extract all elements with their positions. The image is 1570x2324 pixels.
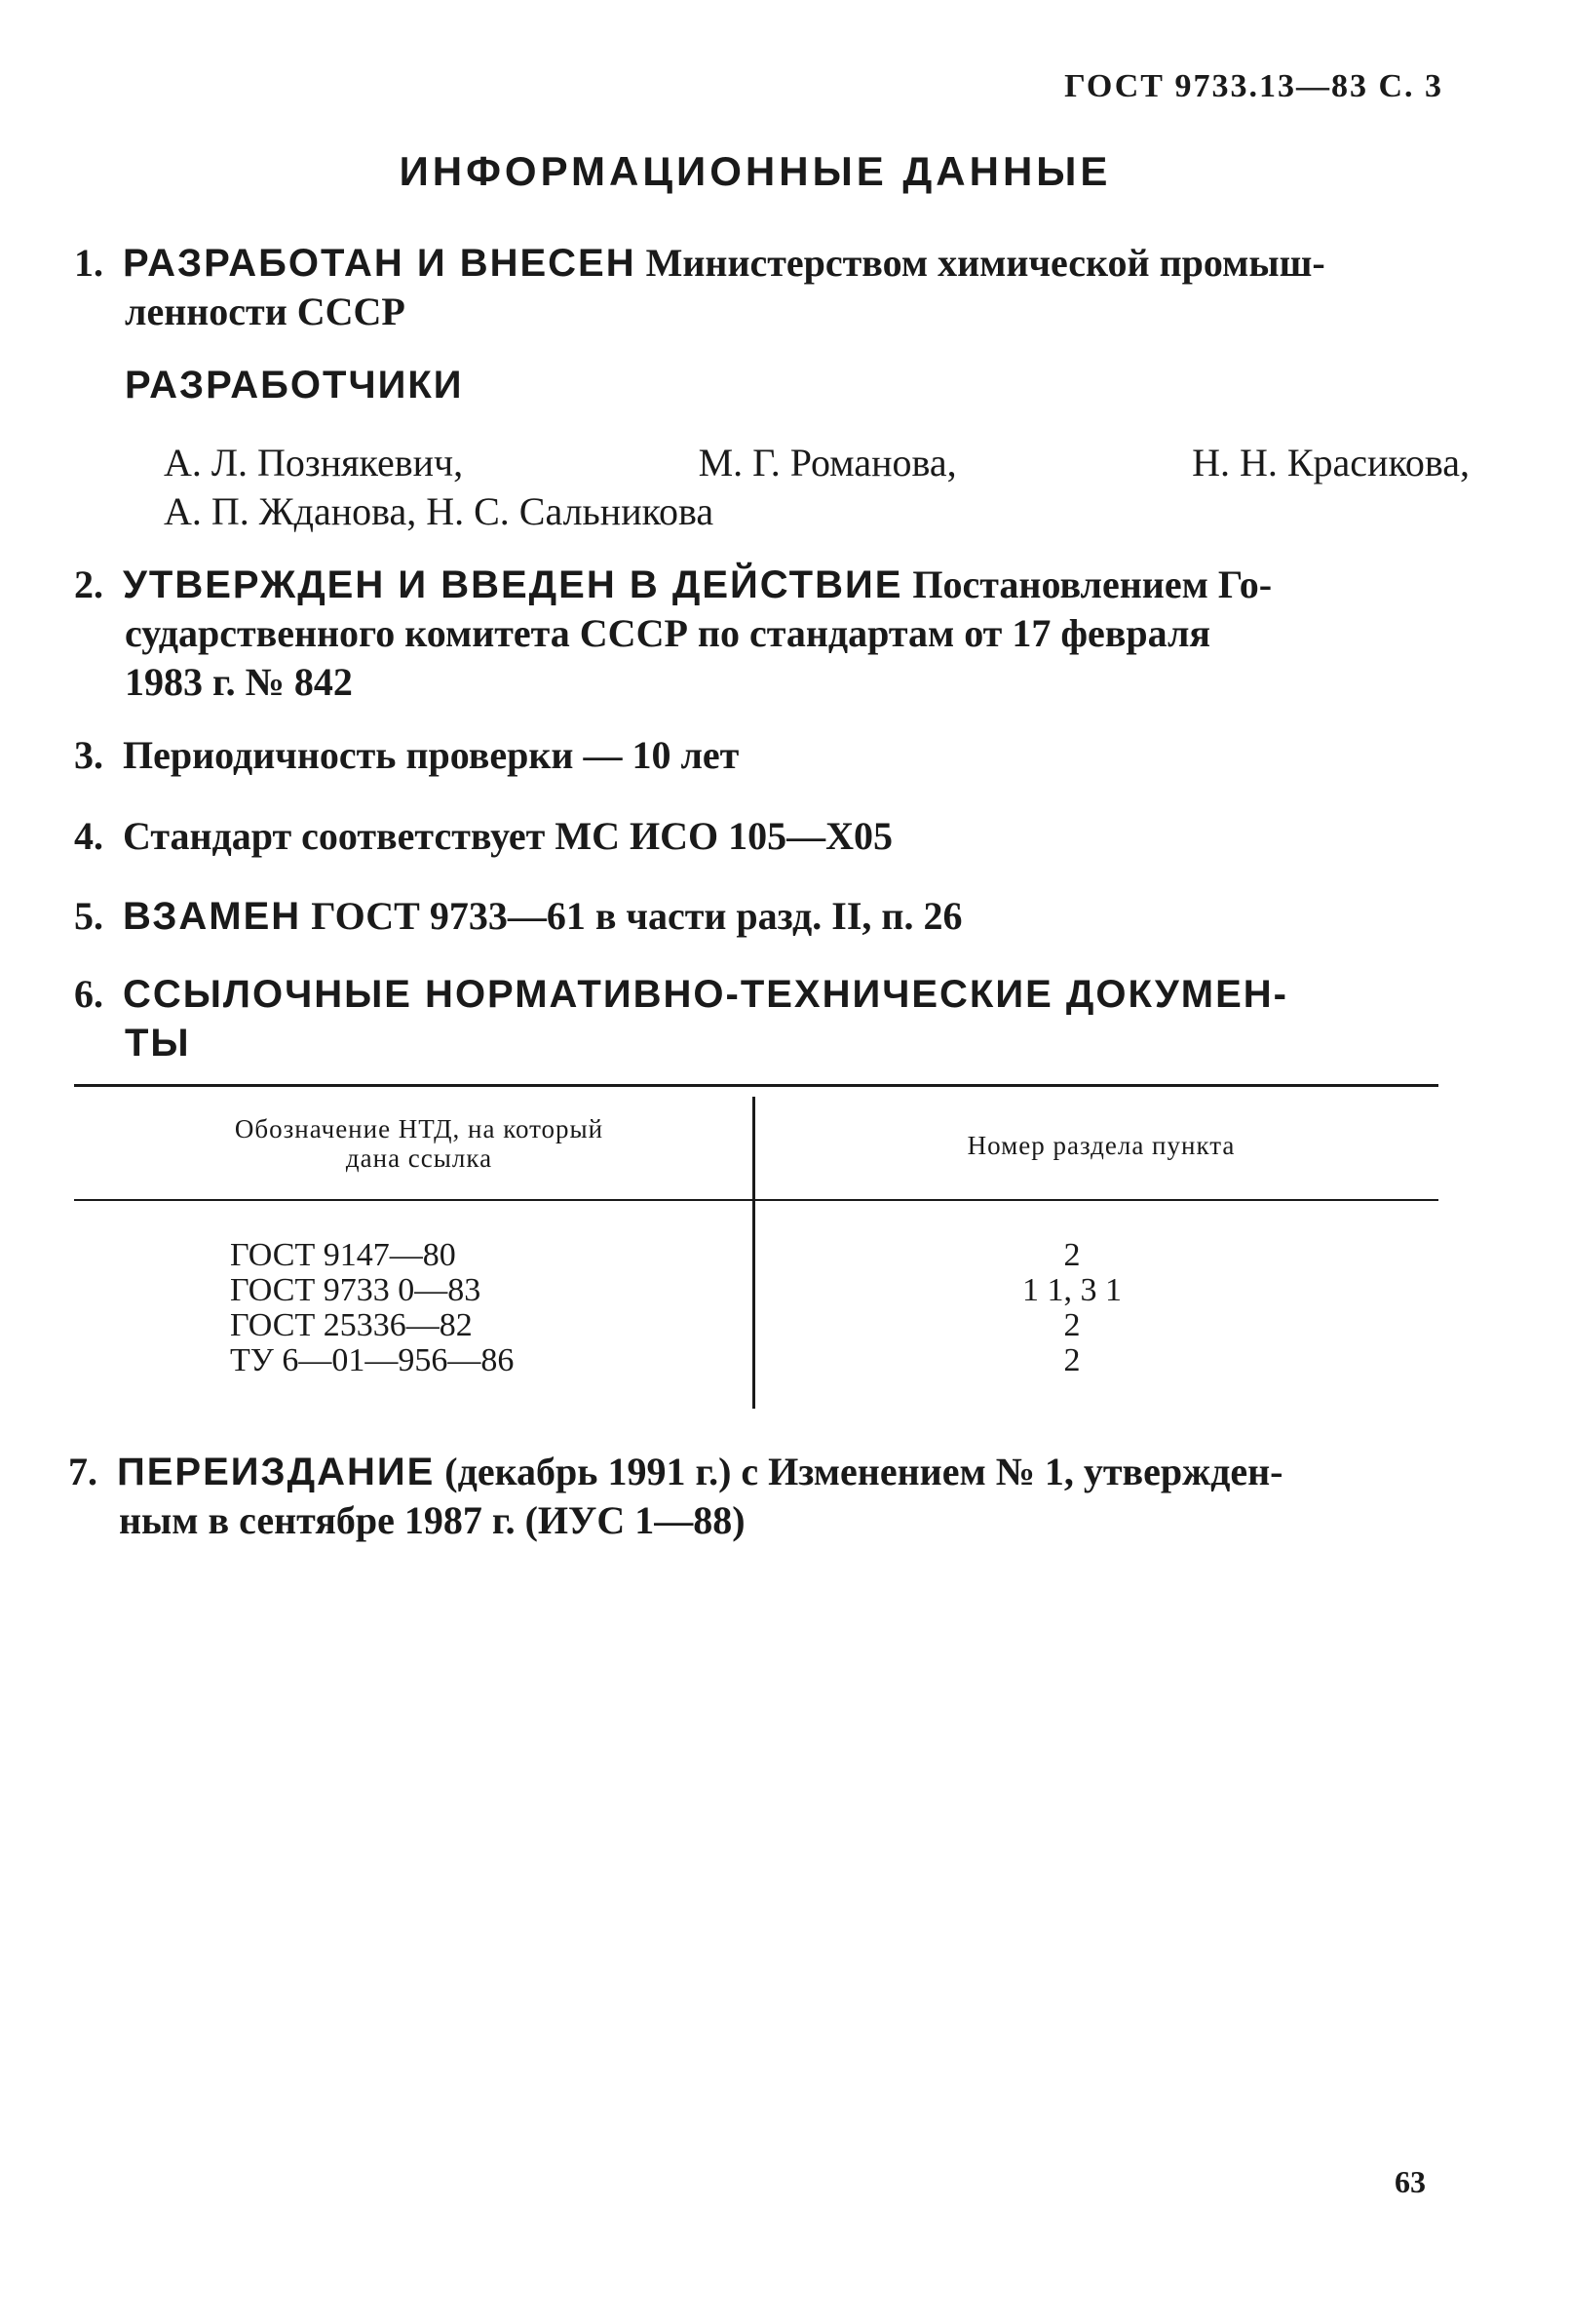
table-row: ТУ 6—01—956—86 bbox=[230, 1342, 515, 1378]
developers-heading: РАЗРАБОТЧИКИ bbox=[125, 364, 464, 407]
developers-heading-block bbox=[74, 361, 1438, 409]
table-top-rule bbox=[74, 1084, 1438, 1087]
item-text: Стандарт соответствует МС ИСО 105—Х05 bbox=[123, 814, 893, 858]
item-3 bbox=[74, 731, 1438, 780]
item-text: (декабрь 1991 г.) с Изменением № 1, утвержден- bbox=[444, 1450, 1283, 1493]
table-column-docs bbox=[230, 1238, 581, 1378]
item-heading: ПЕРЕИЗДАНИЕ bbox=[117, 1451, 436, 1493]
table-cell: 2 bbox=[1063, 1307, 1081, 1343]
developer-name: М. Г. Романова, bbox=[698, 441, 957, 484]
item-number: 3. bbox=[74, 733, 103, 777]
item-number: 4. bbox=[74, 814, 103, 858]
developer-name: Н. Н. Красикова, bbox=[1192, 441, 1470, 484]
item-text-continued: сударственного комитета СССР по стандартам от 17 февраля bbox=[125, 611, 1211, 655]
item-number: 7. bbox=[68, 1450, 97, 1493]
page-number: 63 bbox=[1395, 2164, 1426, 2199]
item-text-continued: ленности СССР bbox=[125, 290, 405, 333]
item-number: 5. bbox=[74, 894, 103, 938]
item-1 bbox=[74, 239, 1438, 336]
developers-names bbox=[164, 439, 1470, 536]
table-row: ГОСТ 25336—82 bbox=[230, 1307, 473, 1343]
item-6 bbox=[74, 970, 1438, 1067]
page-header: ГОСТ 9733.13—83 С. 3 bbox=[1064, 68, 1443, 104]
item-text: Периодичность проверки — 10 лет bbox=[123, 733, 740, 777]
item-heading: РАЗРАБОТАН И ВНЕСЕН bbox=[123, 242, 636, 285]
item-4 bbox=[74, 812, 1438, 861]
table-header-rule bbox=[74, 1199, 1438, 1201]
table-header-text: дана ссылка bbox=[345, 1143, 493, 1173]
item-2 bbox=[74, 561, 1438, 707]
item-heading: УТВЕРЖДЕН И ВВЕДЕН В ДЕЙСТВИЕ bbox=[123, 563, 903, 606]
item-7 bbox=[68, 1448, 1442, 1545]
item-heading: ВЗАМЕН bbox=[123, 895, 302, 938]
developer-names-line2: А. П. Жданова, Н. С. Сальникова bbox=[164, 489, 714, 533]
item-text-continued: ным в сентябре 1987 г. (ИУС 1—88) bbox=[119, 1498, 746, 1542]
table-cell: 2 bbox=[1063, 1342, 1081, 1378]
table-cell: 2 bbox=[1063, 1237, 1081, 1273]
table-cell: 1 1, 3 1 bbox=[1022, 1272, 1122, 1308]
developer-name: А. Л. Познякевич, bbox=[164, 441, 464, 484]
table-row: ГОСТ 9733 0—83 bbox=[230, 1272, 481, 1308]
table-header-text: Обозначение НТД, на который bbox=[234, 1114, 604, 1143]
table-header-designation bbox=[107, 1114, 731, 1173]
item-number: 2. bbox=[74, 562, 103, 606]
item-heading-continued: ТЫ bbox=[125, 1022, 191, 1065]
item-text: Постановлением Го- bbox=[912, 562, 1273, 606]
table-column-divider bbox=[752, 1097, 755, 1409]
item-text-continued: 1983 г. № 842 bbox=[125, 660, 353, 704]
item-text: Министерством химической промыш- bbox=[645, 241, 1325, 285]
table-header-section: Номер раздела пункта bbox=[967, 1131, 1236, 1160]
item-text: ГОСТ 9733—61 в части разд. II, п. 26 bbox=[311, 894, 963, 938]
item-heading: ССЫЛОЧНЫЕ НОРМАТИВНО-ТЕХНИЧЕСКИЕ ДОКУМЕН- bbox=[123, 973, 1288, 1016]
table-column-sections bbox=[975, 1238, 1169, 1378]
item-number: 1. bbox=[74, 241, 103, 285]
item-5 bbox=[74, 892, 1438, 941]
page-title: ИНФОРМАЦИОННЫЕ ДАННЫЕ bbox=[399, 148, 1112, 194]
table-row: ГОСТ 9147—80 bbox=[230, 1237, 456, 1273]
item-number: 6. bbox=[74, 972, 103, 1016]
